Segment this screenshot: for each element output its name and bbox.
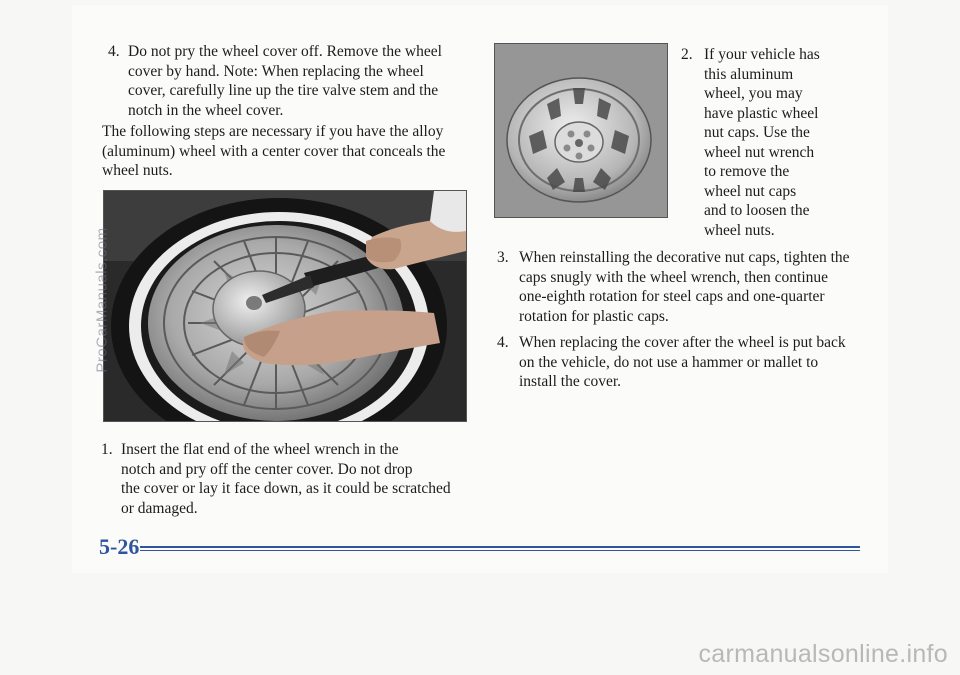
step-4-line: cover by hand. Note: When replacing the wheel xyxy=(128,62,424,80)
step-1-line: notch and pry off the center cover. Do not drop xyxy=(121,460,413,478)
step-4-number: 4. xyxy=(108,43,120,60)
step-4-text xyxy=(128,42,442,120)
step-1-number: 1. xyxy=(101,441,113,458)
step-2-line: have plastic wheel xyxy=(704,104,819,122)
step-4b-line: on the vehicle, do not use a hammer or mallet to xyxy=(519,353,819,371)
footer-rule xyxy=(140,546,860,548)
step-2-number: 2. xyxy=(681,46,693,63)
vertical-watermark xyxy=(82,140,122,460)
step-3-text xyxy=(519,248,850,326)
step-1-line: the cover or lay it face down, as it could be scratched xyxy=(121,480,451,497)
step-2-line: If your vehicle has xyxy=(704,46,820,63)
site-watermark: carmanualsonline.info xyxy=(698,640,948,668)
step-2-line: and to loosen the xyxy=(704,202,810,219)
intro-line: (aluminum) wheel with a center cover that conceals the xyxy=(102,142,446,160)
step-4b-number: 4. xyxy=(497,334,509,351)
vertical-watermark-text: ProCarManuals.com xyxy=(93,227,111,373)
step-2-line: wheel nut caps xyxy=(704,182,797,200)
step-2-line: wheel nuts. xyxy=(704,221,775,239)
step-3-line: caps snugly with the wheel wrench, then continue xyxy=(519,268,829,286)
step-4b-text xyxy=(519,333,846,392)
intro-line: The following steps are necessary if you have the alloy xyxy=(102,123,444,140)
step-1-text xyxy=(121,440,451,518)
step-3-line: When reinstalling the decorative nut caps, tighten the xyxy=(519,249,850,266)
step-2-text xyxy=(704,45,820,240)
intro-line: wheel nuts. xyxy=(102,162,173,179)
center-cover-removal-photo xyxy=(103,190,467,422)
step-4b-line: install the cover. xyxy=(519,373,622,390)
step-2-line: to remove the xyxy=(704,163,790,180)
step-4-line: notch in the wheel cover. xyxy=(128,101,284,119)
step-4-line: Do not pry the wheel cover off. Remove the wheel xyxy=(128,43,442,60)
page-number: 5-26 xyxy=(99,534,140,559)
step-4b-line: When replacing the cover after the wheel is put back xyxy=(519,334,846,351)
intro-paragraph xyxy=(102,122,445,181)
step-4-line: cover, carefully line up the tire valve stem and the xyxy=(128,82,439,99)
step-2-line: nut caps. Use the xyxy=(704,124,810,141)
footer-rule-thin xyxy=(140,550,860,551)
step-1-line: Insert the flat end of the wheel wrench in the xyxy=(121,441,399,458)
aluminum-wheel-photo xyxy=(494,43,668,218)
step-2-line: wheel, you may xyxy=(704,85,803,102)
step-2-line: wheel nut wrench xyxy=(704,143,815,161)
step-1-line: or damaged. xyxy=(121,499,198,517)
step-3-number: 3. xyxy=(497,249,509,266)
step-3-line: one-eighth rotation for steel caps and one-quarter xyxy=(519,288,825,305)
step-3-line: rotation for plastic caps. xyxy=(519,307,669,325)
step-2-line: this aluminum xyxy=(704,65,794,83)
